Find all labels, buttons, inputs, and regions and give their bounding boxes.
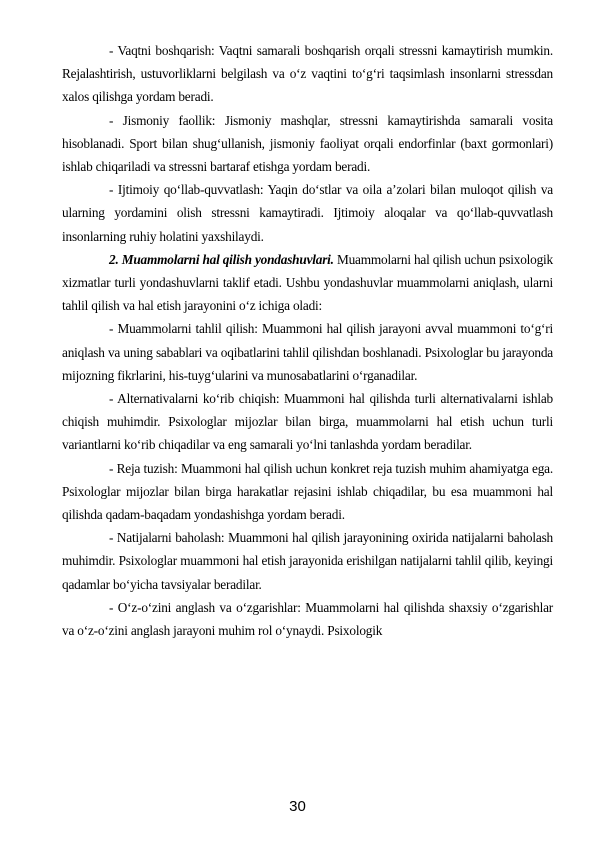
paragraph-text: - Muammolarni tahlil qilish: Muammoni hal qilish jarayoni avval muammoni to‘g‘ri aniqlash va uning sabablari va oqibatlarini tahlil qilishdan boshlanadi. Psixologlar bu jarayonda mijozning fikrlarini, his-tuyg‘ularini va munosabatlarini o‘rganadilar. <box>62 321 553 383</box>
paragraph-evaluation <box>62 526 553 596</box>
paragraph-alternatives <box>62 387 553 457</box>
paragraph-problem-solving <box>62 248 553 318</box>
paragraph-text: - Ijtimoiy qo‘llab-quvvatlash: Yaqin do‘stlar va oila a’zolari bilan muloqot qilish va ularning yordamini olish stressni kamaytiradi. Ijtimoiy aloqalar va qo‘llab-quvvatlash insonlarning ruhiy holatini yaxshilaydi. <box>62 182 553 244</box>
paragraph-time-management <box>62 39 553 109</box>
paragraph-physical-activity <box>62 109 553 179</box>
paragraph-problem-analysis <box>62 317 553 387</box>
paragraph-self-awareness <box>62 596 553 642</box>
paragraph-text: - Vaqtni boshqarish: Vaqtni samarali boshqarish orqali stressni kamaytirish mumkin. Rejalashtirish, ustuvorliklarni belgilash va o‘z vaqtini to‘g‘ri taqsimlash insonlarni stressdan xalos qilishga yordam beradi. <box>62 43 553 105</box>
paragraph-text: - Natijalarni baholash: Muammoni hal qilish jarayonining oxirida natijalarni baholash muhimdir. Psixologlar muammoni hal etish jarayonida erishilgan natijalarni tahlil qilib, keyingi qadamlar bo‘yicha tavsiyalar beradilar. <box>62 530 553 592</box>
paragraph-text: - Alternativalarni ko‘rib chiqish: Muammoni hal qilishda turli alternativalarni ishlab chiqish muhimdir. Psixologlar mijozlar bilan birga, muammolarni hal etish uchun turli variantlarni ko‘rib chiqadilar va eng samarali yo‘lni tanlashda yordam beradilar. <box>62 391 553 453</box>
page-number: 30 <box>289 798 306 815</box>
paragraph-text: Muammolarni hal qilish uchun psixologik xizmatlar turli yondashuvlarni taklif etadi. Ushbu yondashuvlar muammolarni aniqlash, ularni tahlil qilish va hal etish jarayonini o‘z ichiga oladi: <box>62 251 554 314</box>
paragraph-text: - Reja tuzish: Muammoni hal qilish uchun konkret reja tuzish muhim ahamiyatga ega. Psixologlar mijozlar bilan birga harakatlar rejasini ishlab chiqadilar, bu esa muammoni hal qilishda qadam-baqadam yondashishga yordam beradi. <box>62 460 553 523</box>
section-heading: 2. Muammolarni hal qilish yondashuvlari. <box>109 251 334 267</box>
paragraph-text: - Jismoniy faollik: Jismoniy mashqlar, stressni kamaytirishda samarali vosita hisoblanadi. Sport bilan shug‘ullanish, jismoniy faoliyat orqali endorfinlar (baxt gormonlari) ishlab chiqariladi va stressni bartaraf etishga yordam beradi. <box>62 112 553 175</box>
paragraph-plan <box>62 457 553 527</box>
body-text <box>62 39 553 642</box>
paragraph-social-support <box>62 178 553 248</box>
paragraph-text: - O‘z-o‘zini anglash va o‘zgarishlar: Muammolarni hal qilishda shaxsiy o‘zgarishlar va o‘z-o‘zini anglash jarayoni muhim rol o‘ynaydi. Psixologik <box>62 599 553 639</box>
